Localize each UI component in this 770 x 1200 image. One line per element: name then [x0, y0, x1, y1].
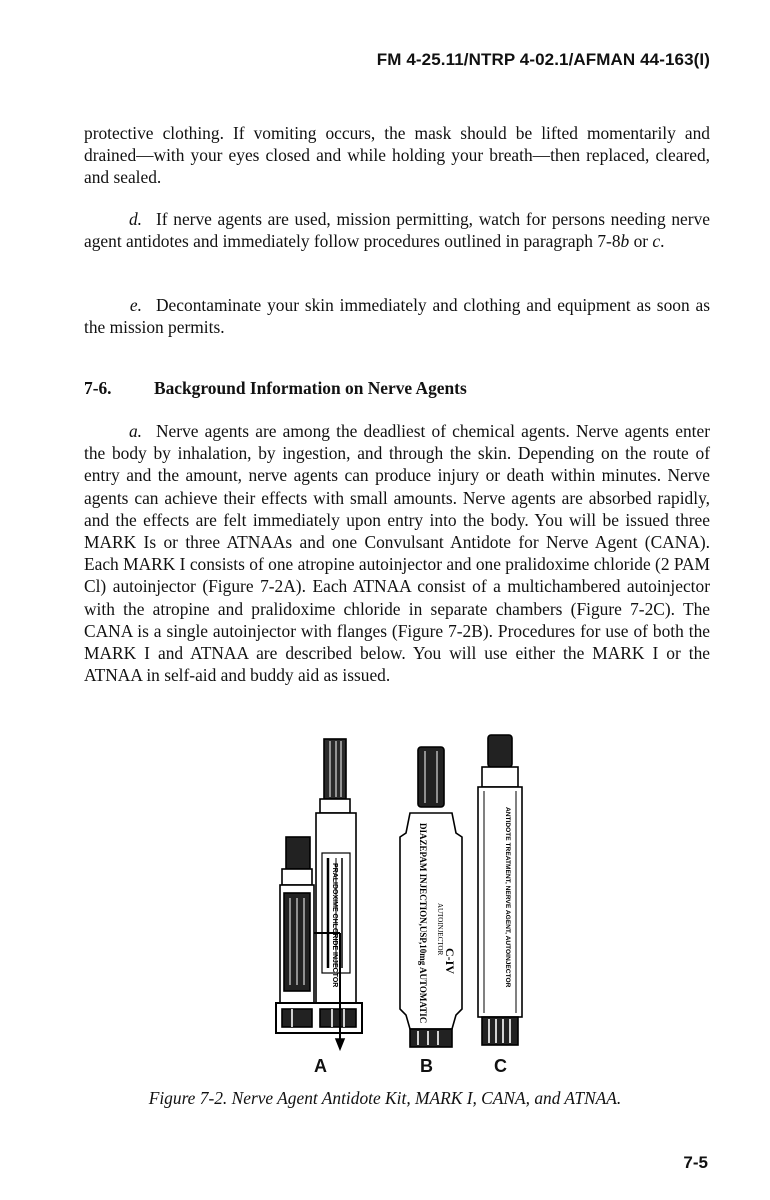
device-b-label2: AUTOINJECTOR	[436, 903, 444, 956]
paragraph-ref-b: b	[620, 231, 630, 252]
paragraph-e-text: Decontaminate your skin immediately and clothing and equipment as soon as the mission permits.	[84, 295, 710, 338]
paragraph-a	[84, 420, 710, 686]
paragraph-continued: protective clothing. If vomiting occurs, the mask should be lifted momentarily and drained—with your eyes closed and while holding your breath—then replaced, cleared, and sealed.	[84, 123, 710, 188]
paragraph-d-end: .	[660, 231, 665, 252]
cana-drawing	[400, 747, 462, 1047]
paragraph-d-text: If nerve agents are used, mission permitting, watch for persons needing nerve agent antidotes and immediately follow procedures outlined in paragraph 7-8	[84, 209, 710, 252]
device-b-schedule: C-IV	[443, 948, 457, 974]
item-label-e: e.	[129, 295, 142, 315]
paragraph-d	[84, 208, 710, 252]
paragraph-d-or: or	[629, 231, 653, 252]
device-b-label: DIAZEPAM INJECTION,USP,10mg AUTOMATIC	[418, 823, 428, 1024]
section-heading	[84, 378, 467, 399]
figure-label-c: C	[494, 1056, 507, 1076]
figure-label-a: A	[314, 1056, 327, 1076]
device-c-label: ANTIDOTE TREATMENT, NERVE AGENT, AUTOINJECTOR	[504, 807, 511, 988]
device-a-label: PRALIDOXIME CHLORIDE INJECTOR	[331, 863, 338, 988]
paragraph-e	[84, 294, 710, 338]
item-label-a: a.	[128, 421, 142, 441]
mark-i-kit-drawing	[276, 739, 362, 1049]
paragraph-a-text: Nerve agents are among the deadliest of chemical agents. Nerve agents enter the body by inhalation, by ingestion, and through the skin. Depending on the route of entry and the amount, nerve agents can produce injury or death within minutes. Nerve agents can achieve their effects with small amounts. Nerve agents are absorbed rapidly, and the effects are felt immediately upon entry into the body. You will be issued three MARK Is or three ATNAAs and one Convulsant Antidote for Nerve Agent (CANA). Each MARK I consists of one atropine autoinjector and one pralidoxime chloride (2 PAM Cl) autoinjector (Figure 7-2A). Each ATNAA consist of a multichambered autoinjector with the atropine and pralidoxime chloride in separate chambers (Figure 7-2C). The CANA is a single autoinjector with flanges (Figure 7-2B). Procedures for use of both the MARK I and ATNAA are described below. You will use either the MARK I or the ATNAA in self-aid and buddy aid as issued.	[84, 421, 710, 686]
figure-caption: Figure 7-2. Nerve Agent Antidote Kit, MARK I, CANA, and ATNAA.	[148, 1088, 622, 1108]
autoinjector-illustration	[270, 733, 530, 1053]
paragraph-ref-c: c	[652, 231, 661, 252]
atnaa-drawing	[478, 735, 522, 1045]
figure-label-b: B	[420, 1056, 433, 1076]
item-label-d: d.	[128, 209, 142, 229]
section-title: Background Information on Nerve Agents	[154, 378, 467, 398]
section-number: 7-6.	[84, 378, 112, 398]
page-number: 7-5	[683, 1153, 708, 1172]
running-header: FM 4-25.11/NTRP 4-02.1/AFMAN 44-163(I)	[376, 50, 710, 69]
